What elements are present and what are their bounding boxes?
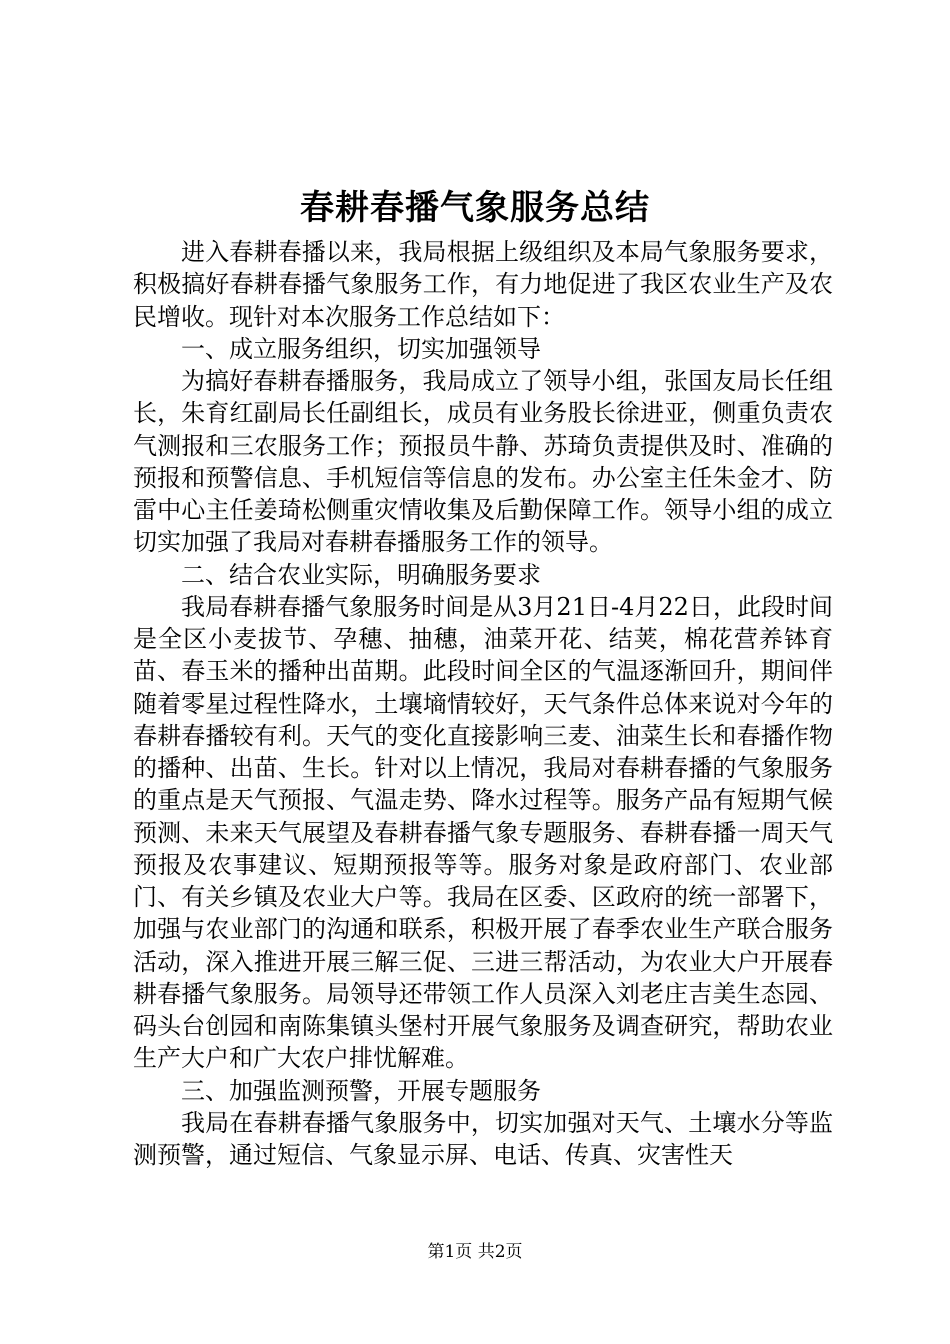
section-heading-3: 三、加强监测预警，开展专题服务 <box>181 1076 541 1105</box>
document-body <box>133 236 833 1171</box>
section-1-paragraph: 为搞好春耕春播服务，我局成立了领导小组，张国友局长任组长，朱育红副局长任副组长，成员有业务股长徐进亚，侧重负责农气测报和三农服务工作；预报员牛静、苏琦负责提供及时、准确的预报和预警信息、手机短信等信息的发布。办公室主任朱金才、防雷中心主任姜琦松侧重灾情收集及后勤保障工作。领导小组的成立切实加强了我局对春耕春播服务工作的领导。 <box>133 367 833 557</box>
page-footer: 第1页 共2页 <box>427 1242 523 1262</box>
section-3-paragraph: 我局在春耕春播气象服务中，切实加强对天气、土壤水分等监测预警，通过短信、气象显示屏、电话、传真、灾害性天 <box>133 1108 833 1169</box>
section-heading-1: 一、成立服务组织，切实加强领导 <box>181 334 541 363</box>
document-title: 春耕春播气象服务总结 <box>300 188 650 228</box>
intro-paragraph: 进入春耕春播以来，我局根据上级组织及本局气象服务要求，积极搞好春耕春播气象服务工作，有力地促进了我区农业生产及农民增收。现针对本次服务工作总结如下： <box>133 238 833 331</box>
section-heading-2: 二、结合农业实际，明确服务要求 <box>181 560 541 589</box>
section-2-paragraph: 我局春耕春播气象服务时间是从3月21日-4月22日，此段时间是全区小麦拔节、孕穗、抽穗，油菜开花、结荚，棉花营养钵育苗、春玉米的播种出苗期。此段时间全区的气温逐渐回升，期间伴随着零星过程性降水，土壤墒情较好，天气条件总体来说对今年的春耕春播较有利。天气的变化直接影响三麦、油菜生长和春播作物的播种、出苗、生长。针对以上情况，我局对春耕春播的气象服务的重点是天气预报、气温走势、降水过程等。服务产品有短期气候预测、未来天气展望及春耕春播气象专题服务、春耕春播一周天气预报及农事建议、短期预报等等。服务对象是政府部门、农业部门、有关乡镇及农业大户等。我局在区委、区政府的统一部署下，加强与农业部门的沟通和联系，积极开展了春季农业生产联合服务活动，深入推进开展三解三促、三进三帮活动，为农业大户开展春耕春播气象服务。局领导还带领工作人员深入刘老庄吉美生态园、码头台创园和南陈集镇头堡村开展气象服务及调查研究，帮助农业生产大户和广大农户排忧解难。 <box>133 592 833 1073</box>
